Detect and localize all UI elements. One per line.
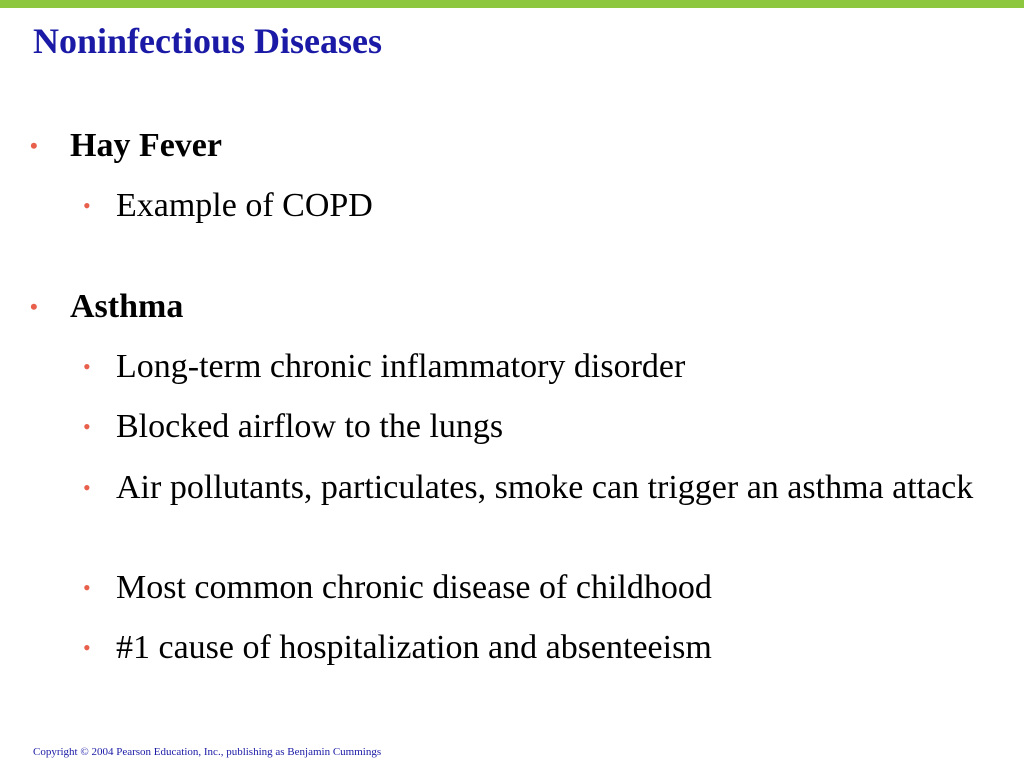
bullet-dot-icon: • xyxy=(30,294,38,319)
sub-bullet-childhood xyxy=(83,568,996,608)
bullet-dot-icon: • xyxy=(83,354,91,379)
bullet-dot-icon: • xyxy=(83,414,91,439)
sub-bullet-text: Air pollutants, particulates, smoke can trigger an asthma attack xyxy=(116,469,974,506)
sub-bullet-chronic-disorder xyxy=(83,347,996,387)
bullet-dot-icon: • xyxy=(83,575,91,600)
page-title: Noninfectious Diseases xyxy=(33,21,382,61)
sub-bullet-hospitalization xyxy=(83,628,996,668)
copyright-footer: Copyright © 2004 Pearson Education, Inc., publishing as Benjamin Cummings xyxy=(33,746,382,758)
bullet-asthma xyxy=(30,287,184,327)
top-accent-bar xyxy=(0,0,1024,8)
bullet-dot-icon: • xyxy=(30,133,38,158)
sub-bullet-text: Most common chronic disease of childhood xyxy=(116,569,712,606)
bullet-label: Asthma xyxy=(70,288,184,325)
bullet-dot-icon: • xyxy=(83,635,91,660)
sub-bullet-triggers xyxy=(83,468,996,508)
bullet-label: Hay Fever xyxy=(70,127,222,164)
sub-bullet-copd xyxy=(83,186,996,226)
bullet-hay-fever xyxy=(30,126,222,166)
sub-bullet-text: Blocked airflow to the lungs xyxy=(116,408,504,445)
bullet-dot-icon: • xyxy=(83,193,91,218)
sub-bullet-text: Long-term chronic inflammatory disorder xyxy=(116,348,686,385)
bullet-dot-icon: • xyxy=(83,475,91,500)
sub-bullet-text: Example of COPD xyxy=(116,187,373,224)
sub-bullet-blocked-airflow xyxy=(83,407,996,447)
sub-bullet-text: #1 cause of hospitalization and absenteeism xyxy=(116,629,712,666)
